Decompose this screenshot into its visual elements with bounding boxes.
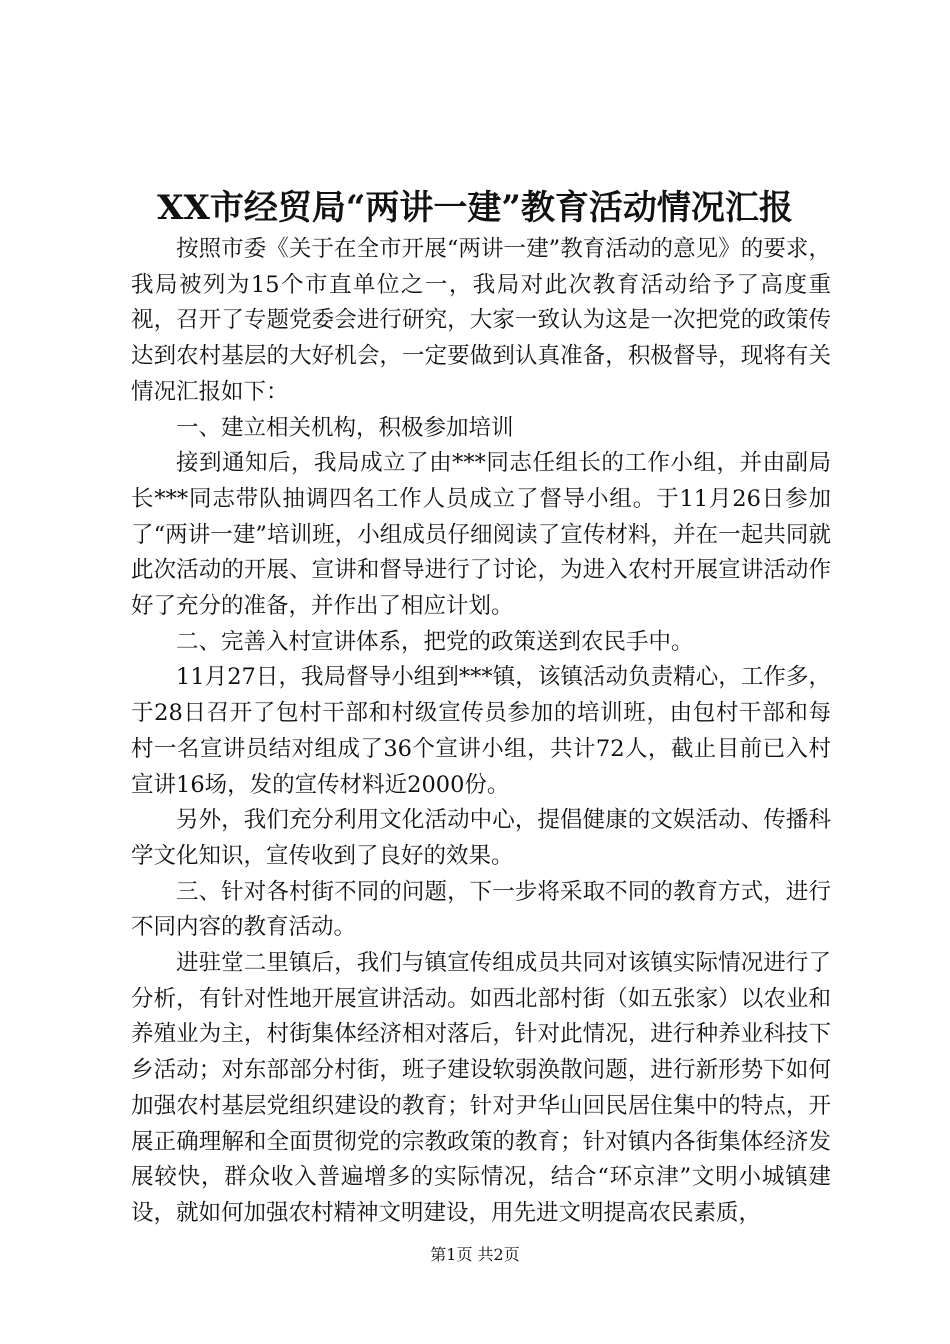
document-body [131,232,831,1232]
section-heading-3: 三、针对各村街不同的问题，下一步将采取不同的教育方式，进行不同内容的教育活动。 [131,878,831,941]
section-heading-1: 一、建立相关机构，积极参加培训 [176,414,514,441]
paragraph-intro: 按照市委《关于在全市开展“两讲一建”教育活动的意见》的要求，我局被列为15个市直单位之一，我局对此次教育活动给予了高度重视，召开了专题党委会进行研究，大家一致认为这是一次把党的政策传达到农村基层的大好机会，一定要做到认真准备，积极督导，现将有关情况汇报如下： [131,236,831,405]
document-title: XX市经贸局“两讲一建”教育活动情况汇报 [157,188,793,228]
paragraph-section-3: 进驻堂二里镇后，我们与镇宣传组成员共同对该镇实际情况进行了分析，有针对性地开展宣讲活动。如西北部村街（如五张家）以农业和养殖业为主，村街集体经济相对落后，针对此情况，进行种养业科技下乡活动；对东部部分村街，班子建设软弱涣散问题，进行新形势下如何加强农村基层党组织建设的教育；针对尹华山回民居住集中的特点，开展正确理解和全面贯彻党的宗教政策的教育；针对镇内各街集体经济发展较快，群众收入普遍增多的实际情况，结合“环京津”文明小城镇建设，就如何加强农村精神文明建设，用先进文明提高农民素质， [131,950,831,1226]
paragraph-additional: 另外，我们充分利用文化活动中心，提倡健康的文娱活动、传播科学文化知识，宣传收到了良好的效果。 [131,807,831,869]
section-heading-2: 二、完善入村宣讲体系，把党的政策送到农民手中。 [176,628,694,655]
paragraph-section-1: 接到通知后，我局成立了由***同志任组长的工作小组，并由副局长***同志带队抽调四名工作人员成立了督导小组。于11月26日参加了“两讲一建”培训班，小组成员仔细阅读了宣传材料，并在一起共同就此次活动的开展、宣讲和督导进行了讨论，为进入农村开展宣讲活动作好了充分的准备，并作出了相应计划。 [131,450,831,620]
page-footer: 第1页 共2页 [430,1245,520,1264]
paragraph-section-2: 11月27日，我局督导小组到***镇，该镇活动负责精心，工作多，于28日召开了包村干部和村级宣传员参加的培训班，由包村干部和每村一名宣讲员结对组成了36个宣讲小组，共计72人，截止目前已入村宣讲16场，发的宣传材料近2000份。 [131,664,831,798]
